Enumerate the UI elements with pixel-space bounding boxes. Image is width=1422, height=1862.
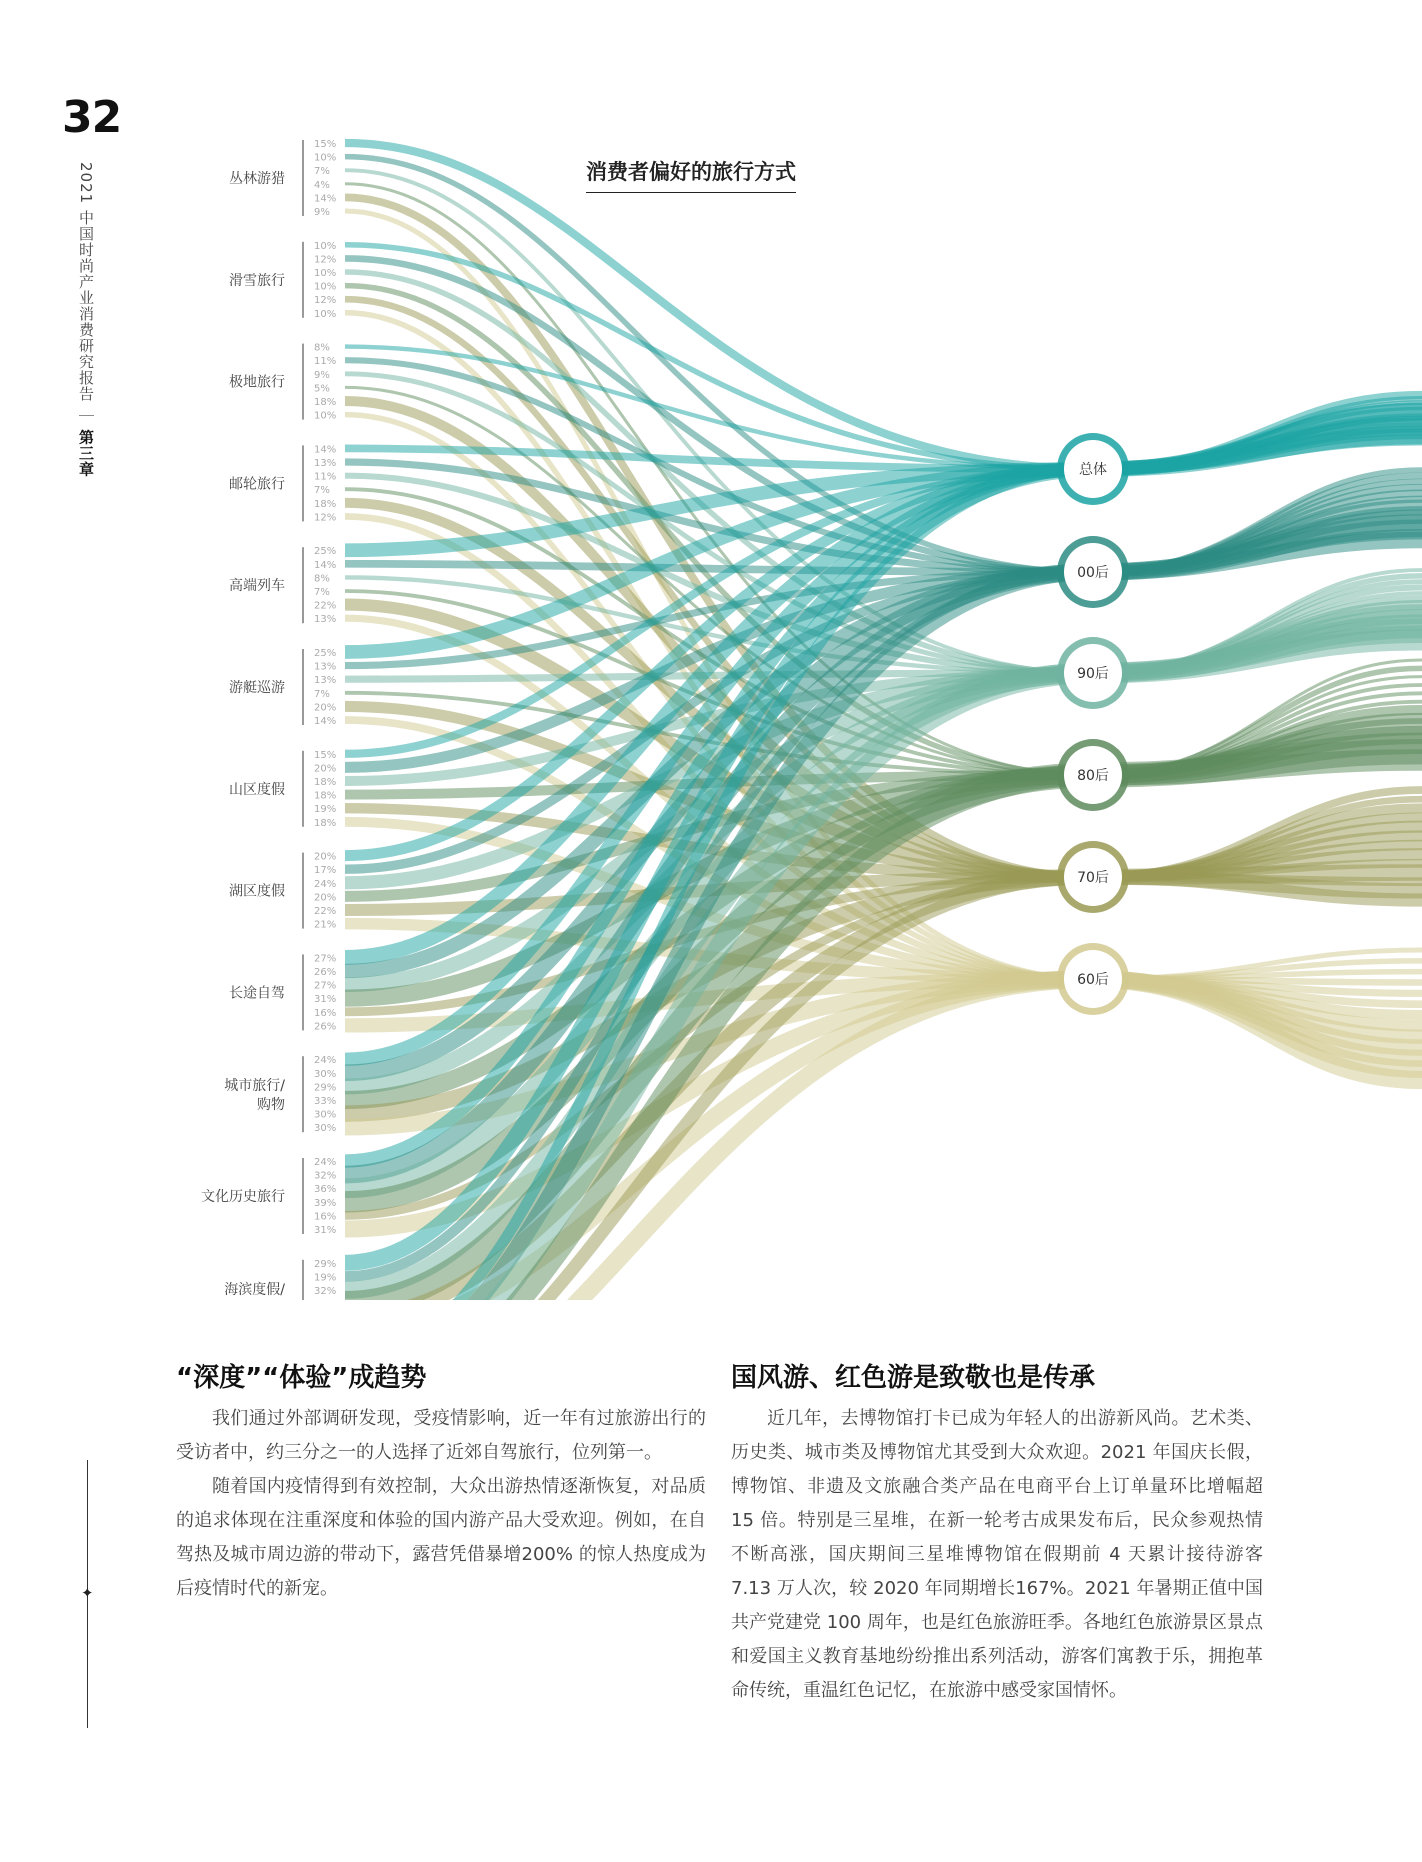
value-label: 18% bbox=[314, 790, 337, 802]
value-label: 7% bbox=[314, 688, 330, 700]
value-label: 18% bbox=[314, 777, 337, 788]
category-label: 城市旅行/ bbox=[224, 1078, 285, 1095]
value-label: 11% bbox=[314, 356, 337, 368]
group-label: 60后 bbox=[1077, 972, 1109, 988]
value-label: 26% bbox=[314, 967, 337, 978]
running-head: 2021 中国时尚产业消费研究报告 ｜ 第三章 bbox=[77, 162, 95, 478]
value-label: 20% bbox=[314, 892, 337, 904]
value-label: 29% bbox=[314, 1082, 337, 1094]
value-label: 18% bbox=[314, 397, 337, 408]
value-label: 14% bbox=[314, 193, 337, 205]
value-label: 24% bbox=[314, 1055, 337, 1067]
node-layer bbox=[1057, 433, 1129, 1015]
value-label: 10% bbox=[314, 281, 337, 293]
value-label: 36% bbox=[314, 1184, 337, 1196]
category-label: 滑雪旅行 bbox=[229, 272, 285, 289]
value-label: 31% bbox=[314, 1225, 337, 1236]
value-label: 20% bbox=[314, 702, 337, 714]
value-label: 22% bbox=[314, 600, 337, 612]
value-label: 15% bbox=[314, 749, 337, 761]
flow-layer bbox=[345, 143, 1422, 1300]
article-right bbox=[731, 1357, 1263, 1708]
left-paragraph-2: 随着国内疫情得到有效控制，大众出游热情逐渐恢复，对品质的追求体现在注重深度和体验的国内游产品大受欢迎。例如，在自驾热及城市周边游的带动下，露营凭借暴增200% 的惊人热度成为后疫情时代的新宠。 bbox=[176, 1476, 706, 1599]
value-label: 18% bbox=[314, 817, 337, 829]
category-label: 山区度假 bbox=[229, 781, 285, 798]
value-label: 4% bbox=[314, 179, 330, 191]
value-label: 27% bbox=[314, 980, 337, 992]
value-label: 13% bbox=[314, 614, 337, 626]
value-label: 24% bbox=[314, 1157, 337, 1168]
value-label: 22% bbox=[314, 906, 337, 917]
value-label: 5% bbox=[314, 383, 330, 395]
value-label: 27% bbox=[314, 953, 337, 965]
group-label: 00后 bbox=[1077, 565, 1109, 581]
value-label: 21% bbox=[314, 919, 337, 931]
value-label: 20% bbox=[314, 851, 337, 863]
right-paragraph-1: 近几年，去博物馆打卡已成为年轻人的出游新风尚。艺术类、历史类、城市类及博物馆尤其受到大众欢迎。2021 年国庆长假，博物馆、非遗及文旅融合类产品在电商平台上订单量环比增幅超 15 倍。特别是三星堆，在新一轮考古成果发布后，民众参观热情不断高涨，国庆期间三星堆博物馆在假期前 4 天累计接待游客 7.13 万人次，较 2020 年同期增长167%。2021 年暑期正值中国共产党建党 100 周年，也是红色旅游旺季。各地红色旅游景区景点和爱国主义教育基地纷纷推出系列活动，游客们寓教于乐，拥抱革命传统，重温红色记忆，在旅游中感受家国情怀。 bbox=[731, 1408, 1263, 1701]
value-label: 14% bbox=[314, 559, 337, 571]
value-label: 30% bbox=[314, 1068, 337, 1080]
page-number: 32 bbox=[62, 92, 122, 143]
value-label: 7% bbox=[314, 166, 330, 178]
value-label: 13% bbox=[314, 675, 337, 687]
value-label: 32% bbox=[314, 1170, 337, 1182]
value-label: 7% bbox=[314, 485, 330, 497]
value-label: 13% bbox=[314, 661, 337, 673]
left-paragraph-1: 我们通过外部调研发现，受疫情影响，近一年有过旅游出行的受访者中，约三分之一的人选择了近郊自驾旅行，位列第一。 bbox=[176, 1408, 706, 1463]
value-label: 32% bbox=[314, 1286, 337, 1297]
chapter-label: 第三章 bbox=[77, 429, 95, 478]
value-label: 12% bbox=[314, 295, 337, 307]
group-label: 80后 bbox=[1077, 768, 1109, 784]
value-label: 31% bbox=[314, 994, 337, 1006]
category-label: 极地旅行 bbox=[229, 374, 285, 391]
chart-title: 消费者偏好的旅行方式 bbox=[586, 156, 796, 193]
article-left bbox=[176, 1357, 706, 1606]
value-label: 19% bbox=[314, 804, 337, 816]
value-label: 25% bbox=[314, 648, 337, 659]
report-title: 2021 中国时尚产业消费研究报告 bbox=[77, 162, 95, 402]
category-label: 高端列车 bbox=[229, 578, 285, 595]
value-label: 26% bbox=[314, 1021, 337, 1033]
value-label: 10% bbox=[314, 308, 337, 320]
value-label: 30% bbox=[314, 1109, 337, 1121]
value-label: 10% bbox=[314, 268, 337, 279]
value-label: 39% bbox=[314, 1197, 337, 1209]
category-label: 游艇巡游 bbox=[229, 680, 285, 696]
value-label: 14% bbox=[314, 444, 337, 456]
axis-layer bbox=[201, 139, 336, 1300]
value-label: 33% bbox=[314, 1096, 337, 1107]
value-label: 9% bbox=[314, 207, 330, 218]
value-label: 10% bbox=[314, 152, 337, 164]
category-label: 湖区度假 bbox=[229, 883, 285, 900]
left-heading: “深度”“体验”成趋势 bbox=[176, 1363, 427, 1393]
value-label: 15% bbox=[314, 139, 337, 150]
value-label: 19% bbox=[314, 1272, 337, 1284]
value-label: 29% bbox=[314, 1258, 337, 1270]
value-label: 8% bbox=[314, 342, 330, 354]
category-label: 邮轮旅行 bbox=[229, 476, 285, 493]
value-label: 25% bbox=[314, 546, 337, 558]
value-label: 13% bbox=[314, 458, 337, 469]
value-label: 16% bbox=[314, 1007, 337, 1019]
right-heading: 国风游、红色游是致敬也是传承 bbox=[731, 1363, 1096, 1393]
value-label: 14% bbox=[314, 716, 337, 727]
category-label: 购物 bbox=[257, 1097, 285, 1114]
value-label: 24% bbox=[314, 878, 337, 890]
value-label: 9% bbox=[314, 369, 330, 381]
value-label: 11% bbox=[314, 471, 337, 483]
value-label: 12% bbox=[314, 512, 337, 524]
group-label: 90后 bbox=[1077, 666, 1109, 682]
category-label: 文化历史旅行 bbox=[201, 1189, 285, 1205]
value-label: 18% bbox=[314, 498, 337, 510]
value-label: 10% bbox=[314, 240, 337, 252]
group-label: 总体 bbox=[1079, 462, 1107, 478]
value-label: 20% bbox=[314, 763, 337, 775]
category-label: 长途自驾 bbox=[229, 985, 285, 1002]
category-label: 海滨度假/ bbox=[224, 1281, 285, 1298]
sparkle-icon: ✦ bbox=[81, 1584, 94, 1602]
value-label: 16% bbox=[314, 1211, 337, 1223]
value-label: 8% bbox=[314, 573, 330, 585]
group-label: 70后 bbox=[1077, 870, 1109, 886]
value-label: 30% bbox=[314, 1123, 337, 1135]
value-label: 10% bbox=[314, 410, 337, 422]
value-label: 17% bbox=[314, 865, 337, 877]
value-label: 12% bbox=[314, 254, 337, 266]
value-label: 7% bbox=[314, 587, 330, 598]
category-label: 丛林游猎 bbox=[229, 171, 285, 187]
